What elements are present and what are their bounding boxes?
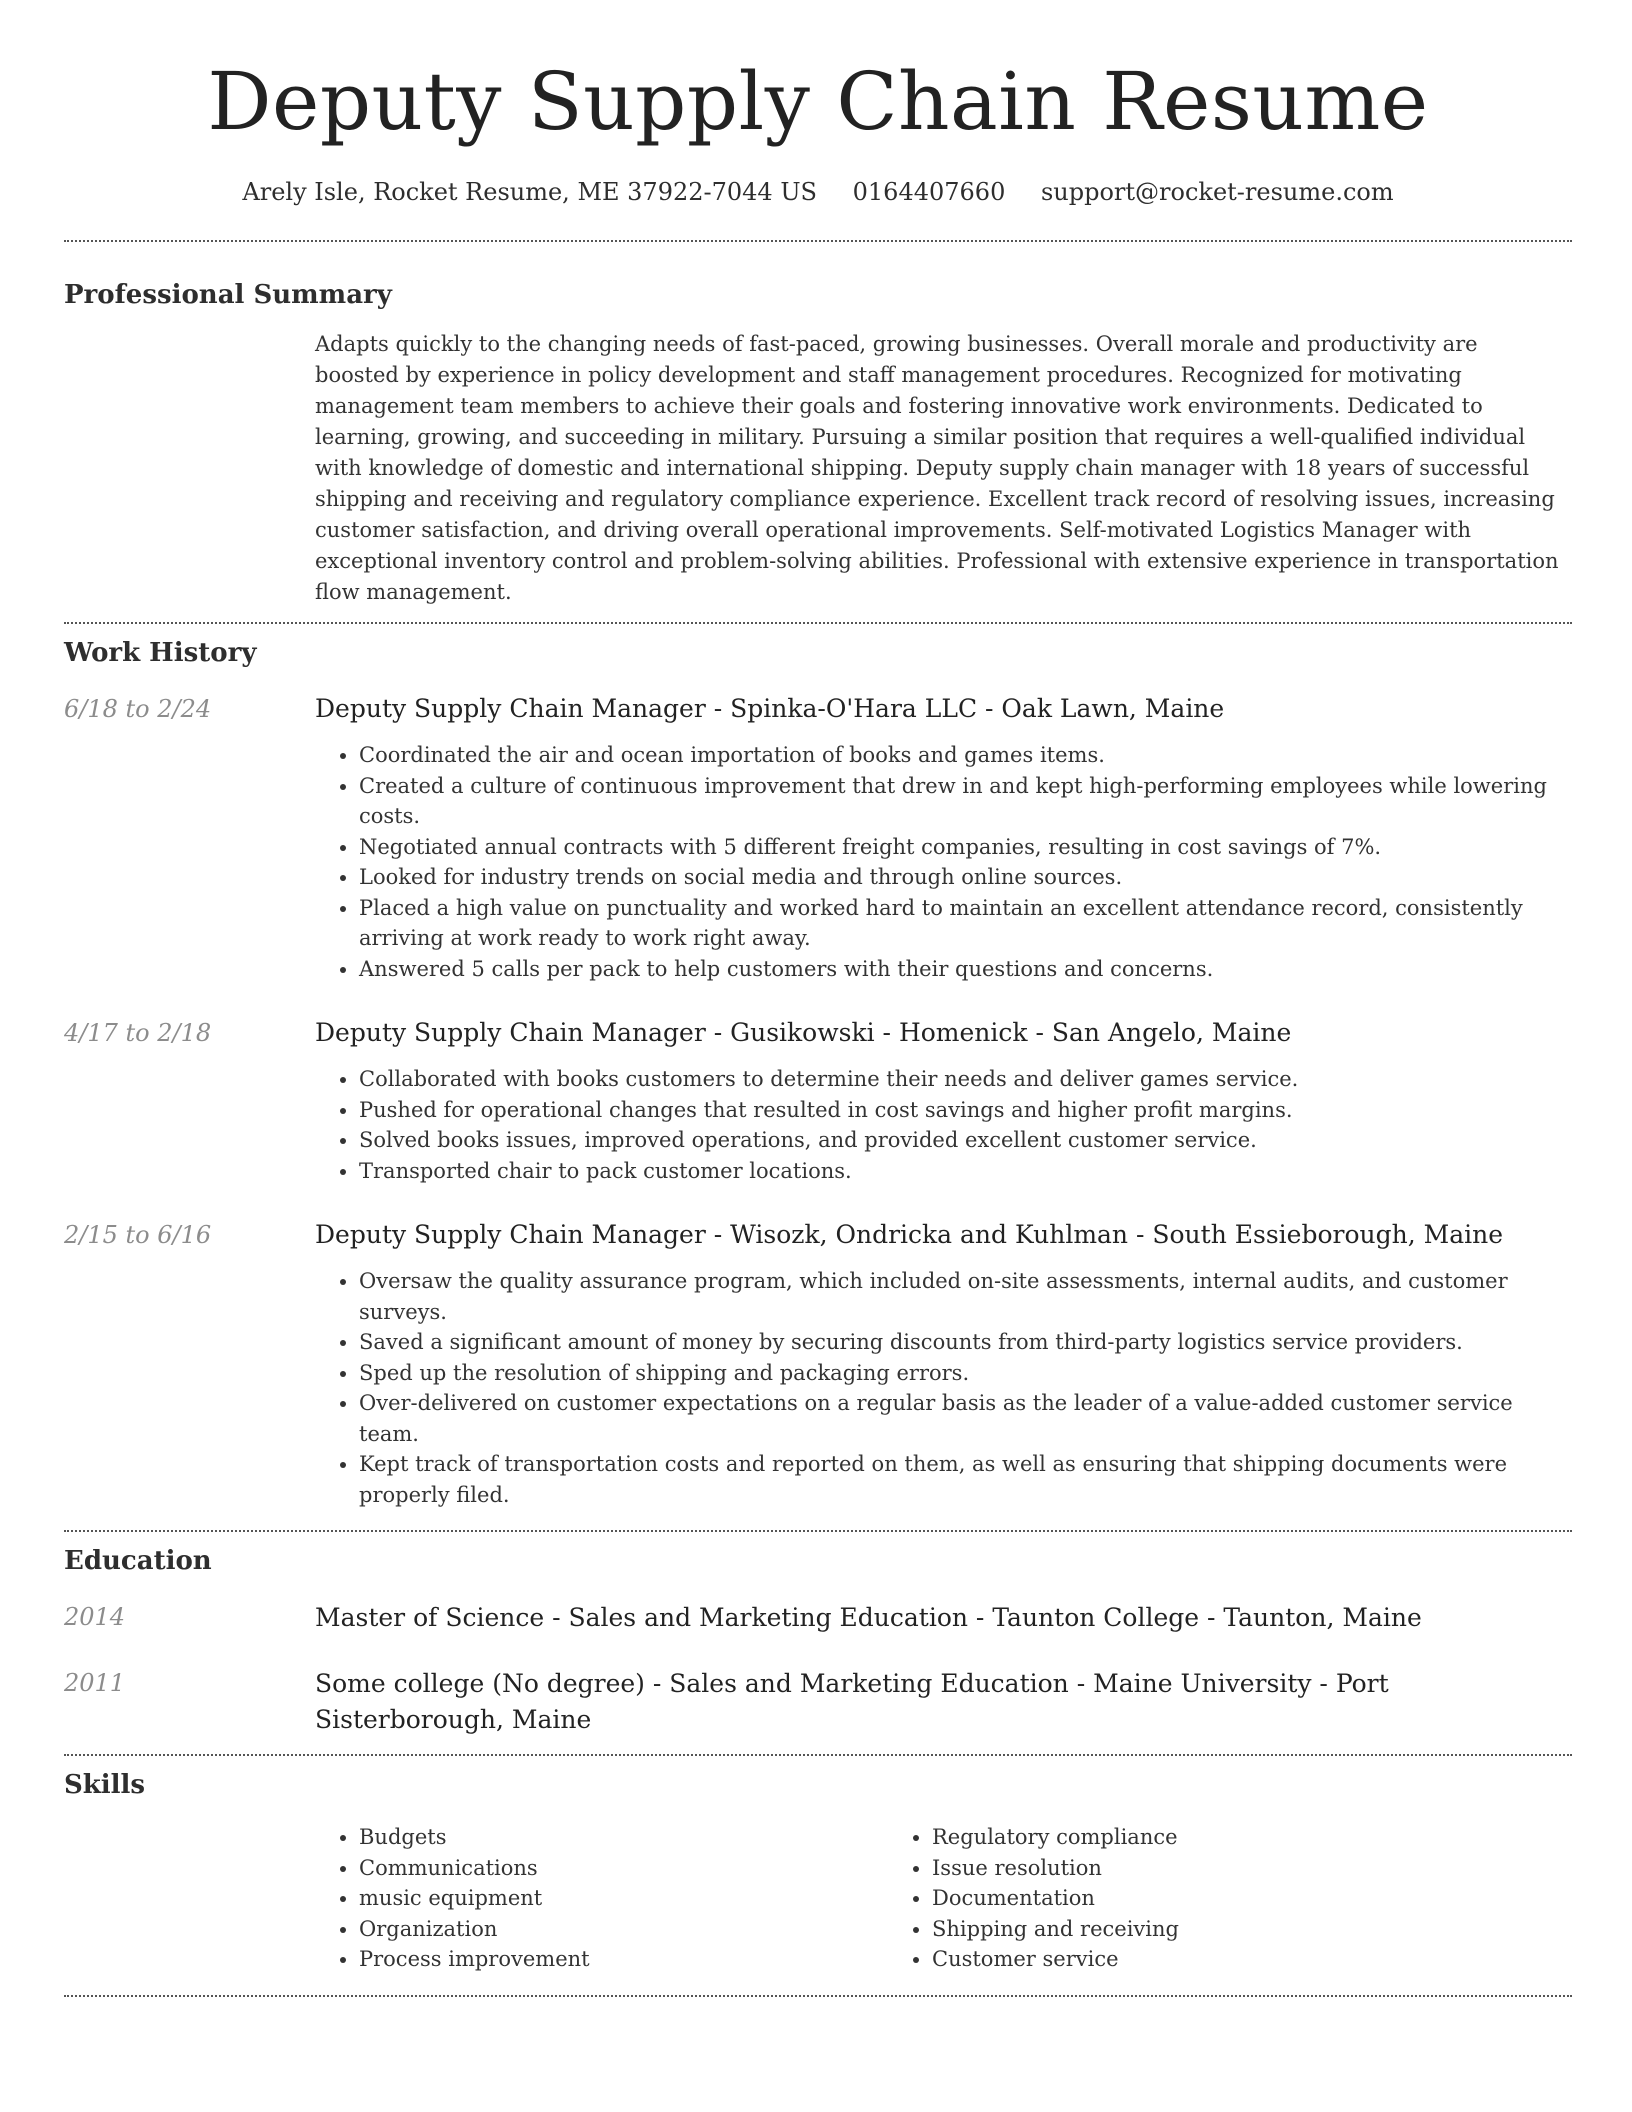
list-item: • Budgets [359, 1822, 888, 1853]
list-item: • Saved a significant amount of money by securing discounts from third-party logistics service providers. [359, 1327, 1572, 1358]
contact-phone: 0164407660 [852, 178, 1006, 206]
list-item: • Solved books issues, improved operations, and provided excellent customer service. [359, 1125, 1572, 1156]
list-item: • Sped up the resolution of shipping and packaging errors. [359, 1358, 1572, 1389]
list-item: • Kept track of transportation costs and reported on them, as well as ensuring that shipping documents were properly filed. [359, 1449, 1572, 1510]
list-item: • Coordinated the air and ocean importation of books and games items. [359, 740, 1572, 771]
list-item: • Process improvement [359, 1944, 888, 1975]
list-item: • music equipment [359, 1883, 888, 1914]
job-title: Deputy Supply Chain Manager - Spinka-O'Hara LLC - Oak Lawn, Maine [315, 694, 1225, 723]
education-degree: Some college (No degree) - Sales and Marketing Education - Maine University - Port Sisterborough, Maine [315, 1669, 1389, 1734]
job-title: Deputy Supply Chain Manager - Gusikowski - Homenick - San Angelo, Maine [315, 1018, 1292, 1047]
job-entry [64, 1016, 1572, 1186]
list-item: • Answered 5 calls per pack to help customers with their questions and concerns. [359, 954, 1572, 985]
contact-address: Arely Isle, Rocket Resume, ME 37922-7044 US [242, 178, 817, 206]
list-item: • Documentation [932, 1883, 1461, 1914]
job-bullets [315, 740, 1572, 984]
skills-list [315, 1822, 1572, 1975]
education-section [64, 1532, 1572, 1738]
contact-line [64, 176, 1572, 208]
education-degree: Master of Science - Sales and Marketing Education - Taunton College - Taunton, Maine [315, 1603, 1422, 1632]
skills-heading: Skills [64, 1770, 146, 1800]
job-entry [64, 692, 1572, 984]
work-history-heading: Work History [64, 638, 257, 668]
list-item: • Issue resolution [932, 1853, 1461, 1884]
job-bullets [315, 1266, 1572, 1510]
education-heading: Education [64, 1546, 212, 1576]
list-item: • Communications [359, 1853, 888, 1884]
summary-heading: Professional Summary [64, 280, 392, 310]
skills-section [64, 1756, 1572, 1975]
skills-column-left [315, 1822, 888, 1975]
list-item: • Collaborated with books customers to determine their needs and deliver games service. [359, 1064, 1572, 1095]
list-item: • Customer service [932, 1944, 1461, 1975]
job-title: Deputy Supply Chain Manager - Wisozk, Ondricka and Kuhlman - South Essieborough, Maine [315, 1220, 1503, 1249]
list-item: • Over-delivered on customer expectations on a regular basis as the leader of a value-added customer service team. [359, 1388, 1572, 1449]
education-year: 2014 [64, 1603, 126, 1631]
education-entry [64, 1600, 1572, 1636]
list-item: • Looked for industry trends on social media and through online sources. [359, 862, 1572, 893]
job-dates: 4/17 to 2/18 [64, 1019, 212, 1047]
list-item: • Transported chair to pack customer locations. [359, 1156, 1572, 1187]
work-history-section [64, 624, 1572, 1510]
summary-text: Adapts quickly to the changing needs of fast-paced, growing businesses. Overall morale and productivity are boosted by experience in policy development and staff management procedures. Recognized for motivating management team members to achieve their goals and fostering innovative work environments. Dedicated to learning, growing, and succeeding in military. Pursuing a similar position that requires a well-qualified individual with knowledge of domestic and international shipping. Deputy supply chain manager with 18 years of successful shipping and receiving and regulatory compliance experience. Excellent track record of resolving issues, increasing customer satisfaction, and driving overall operational improvements. Self-motivated Logistics Manager with exceptional inventory control and problem-solving abilities. Professional with extensive experience in transportation flow management. [315, 332, 1559, 604]
section-divider [64, 1995, 1572, 1997]
job-bullets [315, 1064, 1572, 1186]
list-item: • Organization [359, 1914, 888, 1945]
resume-page [64, 0, 1572, 1997]
education-entry [64, 1666, 1572, 1738]
page-title: Deputy Supply Chain Resume [207, 55, 1429, 148]
summary-section [64, 242, 1572, 608]
education-year: 2011 [64, 1669, 126, 1697]
job-dates: 6/18 to 2/24 [64, 695, 212, 723]
job-entry [64, 1218, 1572, 1510]
list-item: • Created a culture of continuous improvement that drew in and kept high-performing employees while lowering costs. [359, 771, 1572, 832]
job-dates: 2/15 to 6/16 [64, 1221, 212, 1249]
list-item: • Shipping and receiving [932, 1914, 1461, 1945]
skills-column-right [888, 1822, 1461, 1975]
list-item: • Pushed for operational changes that resulted in cost savings and higher profit margins. [359, 1095, 1572, 1126]
contact-email: support@rocket-resume.com [1040, 178, 1394, 206]
list-item: • Negotiated annual contracts with 5 different freight companies, resulting in cost savings of 7%. [359, 832, 1572, 863]
list-item: • Placed a high value on punctuality and worked hard to maintain an excellent attendance record, consistently arriving at work ready to work right away. [359, 893, 1572, 954]
list-item: • Regulatory compliance [932, 1822, 1461, 1853]
list-item: • Oversaw the quality assurance program, which included on-site assessments, internal audits, and customer surveys. [359, 1266, 1572, 1327]
